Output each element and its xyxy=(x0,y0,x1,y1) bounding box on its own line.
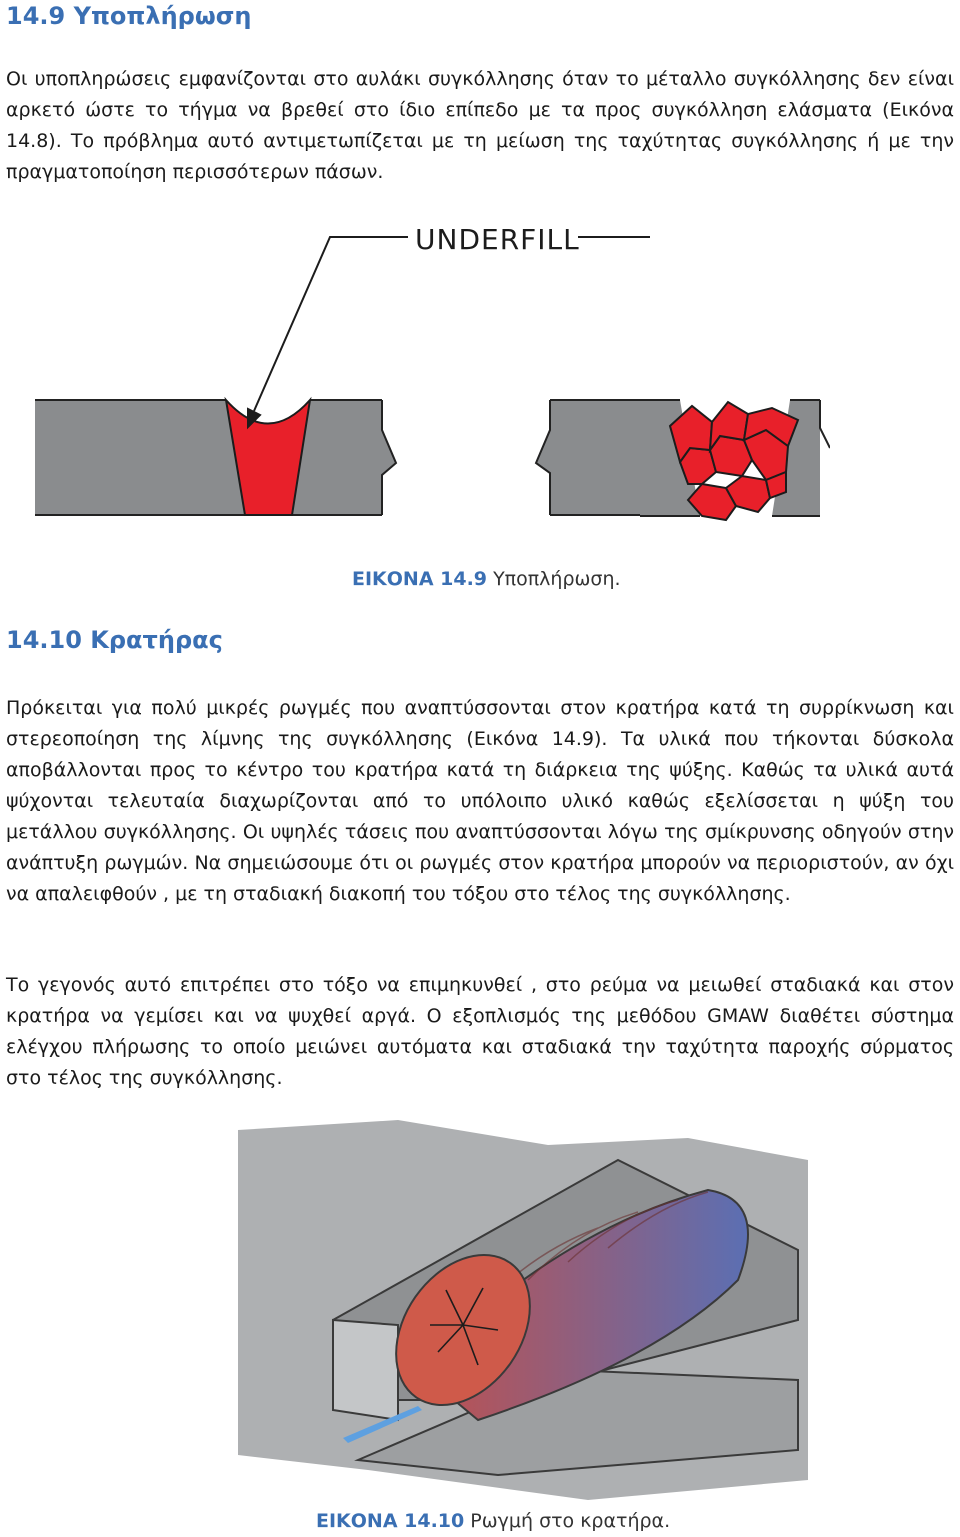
caption-label: ΕΙΚΟΝΑ 14.10 xyxy=(316,1510,465,1532)
underfill-label: UNDERFILL xyxy=(415,223,580,256)
underfill-arrows xyxy=(248,237,650,427)
section-paragraph-crater-1: Πρόκειται για πολύ μικρές ρωγμές που αναπτύσσονται στον κρατήρα κατά τη συρρίκνωση και στερεοποίηση της λίμνης της συγκόλλησης (Εικόνα 14.9). Τα υλικά που τήκονται δύσκολα αποβάλλονται προς το κέντρο του κρατήρα κατά τη διάρκεια της ψύξης. Καθώς τα υλικά αυτά ψύχονται τελευταία διαχωρίζονται από το υπόλοιπο υλικό καθώς εξελίσσεται η ψύξη του μετάλλου συγκόλλησης. Οι υψηλές τάσεις που αναπτύσσονται λόγω της σμίκρυνσης οδηγούν στην ανάπτυξη ρωγμών. Να σημειώσουμε ότι οι ρωγμές στον κρατήρα μπορούν να περιοριστούν, αν όχι να απαλειφθούν , με τη σταδιακή διακοπή του τόξου στο τέλος της συγκόλλησης. xyxy=(6,697,954,905)
left-plate-2 xyxy=(536,400,650,515)
left-joint-illustration xyxy=(35,400,396,515)
section-heading-crater: 14.10 Κρατήρας xyxy=(6,626,223,654)
right-joint-illustration xyxy=(536,400,650,515)
caption-label: ΕΙΚΟΝΑ 14.9 xyxy=(352,568,488,590)
section-heading-underfill: 14.9 Υποπλήρωση xyxy=(6,2,252,30)
crater-crack-figure xyxy=(238,1120,808,1500)
caption-text: Υποπλήρωση. xyxy=(487,568,621,590)
front-plate-face xyxy=(333,1320,398,1420)
figure-caption-crater xyxy=(316,1510,670,1532)
section-paragraph-crater-2: Το γεγονός αυτό επιτρέπει στο τόξο να επιμηκυνθεί , στο ρεύμα να μειωθεί σταδιακά και στον κρατήρα να γεμίσει και να ψυχθεί αργά. Ο εξοπλισμός της μεθόδου GMAW διαθέτει σύστημα ελέγχου πλήρωσης το οποίο μειώνει αυτόματα και σταδιακά την ταχύτητα παροχής σύρματος στο τέλος της συγκόλλησης. xyxy=(6,974,954,1089)
figure-caption-underfill xyxy=(352,568,621,590)
section-paragraph-underfill: Οι υποπληρώσεις εμφανίζονται στο αυλάκι συγκόλλησης όταν το μέταλλο συγκόλλησης δεν είναι αρκετό ώστε το τήγμα να βρεθεί στο ίδιο επίπεδο με τα προς συγκόλληση ελάσματα (Εικόνα 14.8). Το πρόβλημα αυτό αντιμετωπίζεται με τη μείωση της ταχύτητας συγκόλλησης ή με την πραγματοποίηση περισσότερων πάσων. xyxy=(6,68,954,183)
caption-text: Ρωγμή στο κρατήρα. xyxy=(464,1510,671,1532)
underfill-figure xyxy=(30,215,650,535)
left-plate xyxy=(35,400,245,515)
multipass-weld-figure xyxy=(640,388,830,533)
